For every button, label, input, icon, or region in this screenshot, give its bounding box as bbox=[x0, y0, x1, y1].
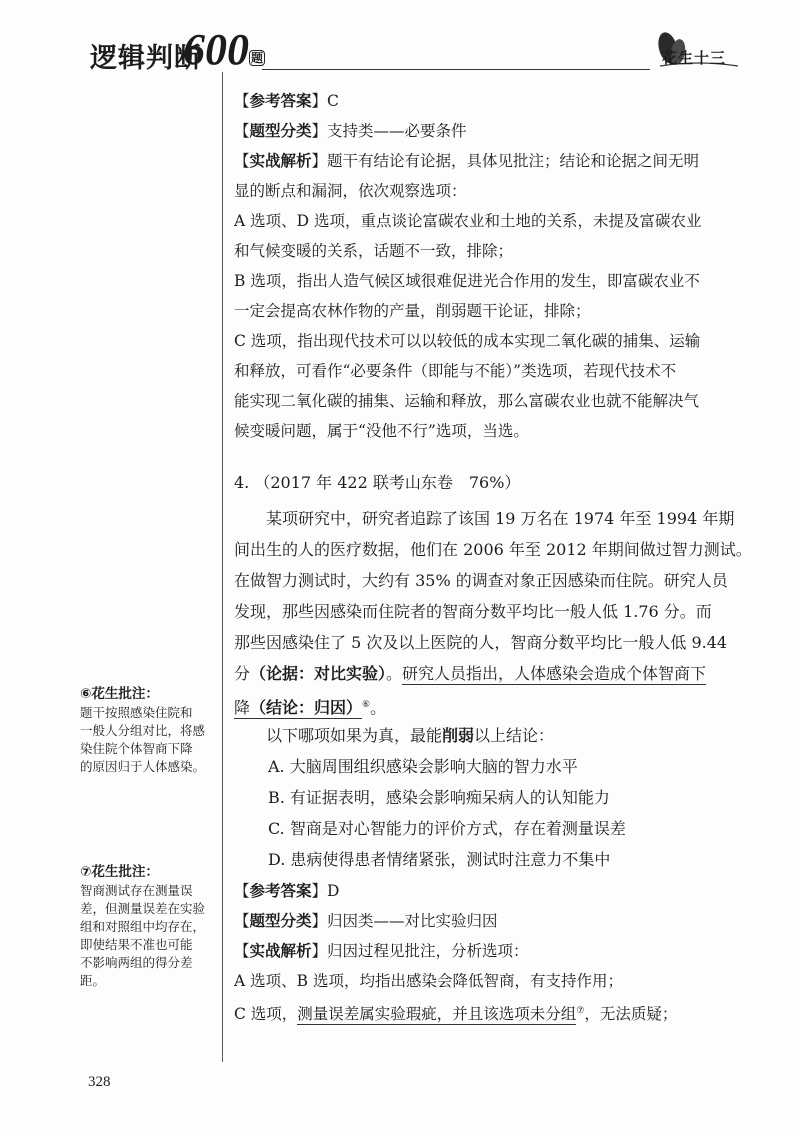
q4-option-ab-analysis: A 选项、B 选项，均指出感染会降低智商，有支持作用； bbox=[234, 972, 623, 990]
note-6-title: ⑥花生批注： bbox=[80, 686, 159, 702]
header-number: 600 bbox=[183, 25, 249, 74]
q4-analysis: 【实战解析】归因过程见批注，分析选项： bbox=[234, 941, 529, 960]
conclusion-underline: 研究人员指出，人体感染会造成个体智商下 bbox=[402, 664, 707, 683]
q4-option-b: B. 有证据表明，感染会影响痴呆病人的认知能力 bbox=[268, 788, 610, 807]
q4-answer: 【参考答案】D bbox=[234, 881, 340, 900]
note-ref-6: ⑥ bbox=[362, 700, 371, 710]
q4-header: 4. （2017 年 422 联考山东卷 76%） bbox=[234, 473, 521, 492]
q3-option-a-line1: A 选项、D 选项，重点谈论富碳农业和土地的关系，未提及富碳农业 bbox=[234, 212, 702, 230]
q4-option-c-analysis: C 选项，测量误差属实验瑕疵，并且该选项未分组⑦，无法质疑； bbox=[234, 1005, 678, 1024]
q4-stem-line5: 那些因感染住了 5 次及以上医院的人，智商分数平均比一般人低 9.44 bbox=[234, 633, 728, 652]
q4-type: 【题型分类】归因类——对比实验归因 bbox=[234, 911, 498, 930]
q4-option-d: D. 患病使得患者情绪紧张，测试时注意力不集中 bbox=[268, 850, 611, 869]
q4-stem-line1: 某项研究中，研究者追踪了该国 19 万名在 1974 年至 1994 年期 bbox=[234, 509, 735, 528]
header-title: 逻辑判断 bbox=[90, 43, 202, 74]
q4-question: 以下哪项如果为真，最能削弱以上结论： bbox=[234, 726, 555, 745]
q3-type: 【题型分类】支持类——必要条件 bbox=[234, 121, 467, 140]
q3-option-c-line1: C 选项，指出现代技术可以以较低的成本实现二氧化碳的捕集、运输 bbox=[234, 332, 701, 350]
q3-option-a-line2: 和气候变暖的关系，话题不一致，排除； bbox=[234, 242, 514, 260]
q4-stem-line4: 发现，那些因感染而住院者的智商分数平均比一般人低 1.76 分。而 bbox=[234, 602, 712, 621]
q3-option-c-line2: 和释放，可看作“必要条件（即能与不能）”类选项，若现代技术不 bbox=[234, 362, 677, 380]
q3-option-c-line3: 能实现二氧化碳的捕集、运输和释放，那么富碳农业也就不能解决气 bbox=[234, 392, 700, 410]
q3-analysis-line2: 显的断点和漏洞，依次观察选项： bbox=[234, 182, 467, 200]
logo-text: 花生十三 bbox=[662, 49, 727, 67]
note-7-title: ⑦花生批注： bbox=[80, 864, 159, 880]
q4-stem-line2: 间出生的人的医疗数据，他们在 2006 年至 2012 年期间做过智力测试。 bbox=[234, 540, 752, 559]
q4-stem-line3: 在做智力测试时，大约有 35% 的调查对象正因感染而住院。研究人员 bbox=[234, 571, 728, 590]
q3-analysis-line1: 【实战解析】题干有结论有论据，具体见批注；结论和论据之间无明 bbox=[234, 151, 700, 170]
evidence-annotation: （论据：对比实验） bbox=[250, 664, 387, 683]
q3-option-b-line1: B 选项，指出人造气候区域很难促进光合作用的发生，即富碳农业不 bbox=[234, 272, 700, 290]
note-ref-7: ⑦ bbox=[576, 1006, 585, 1016]
header-rule bbox=[262, 69, 650, 70]
q4-option-a: A. 大脑周围组织感染会影响大脑的智力水平 bbox=[268, 757, 578, 776]
conclusion-annotation: （结论：归因） bbox=[250, 698, 363, 718]
q3-answer: 【参考答案】C bbox=[234, 91, 339, 110]
page-number: 328 bbox=[88, 1074, 111, 1090]
note-6-text: 题干按照感染住院和 一般人分组对比，将感 染住院个体智商下降 的原因归于人体感染。 bbox=[80, 705, 206, 774]
q4-stem-line7: 降（结论：归因）⑥。 bbox=[234, 698, 387, 718]
margin-divider bbox=[222, 72, 223, 1062]
q3-option-c-line4: 候变暖问题，属于“没他不行”选项，当选。 bbox=[234, 422, 529, 440]
header-suffix: 题 bbox=[251, 51, 264, 65]
q4-option-c: C. 智商是对心智能力的评价方式，存在着测量误差 bbox=[268, 819, 626, 838]
q4-stem-line6: 分（论据：对比实验）。研究人员指出，人体感染会造成个体智商下 bbox=[234, 664, 707, 683]
q3-option-b-line2: 一定会提高农林作物的产量，削弱题干论证，排除； bbox=[234, 302, 591, 320]
note-7-text: 智商测试存在测量误 差，但测量误差在实验 组和对照组中均存在， 即使结果不准也可能 不影响两组的得分差 距。 bbox=[80, 883, 206, 988]
